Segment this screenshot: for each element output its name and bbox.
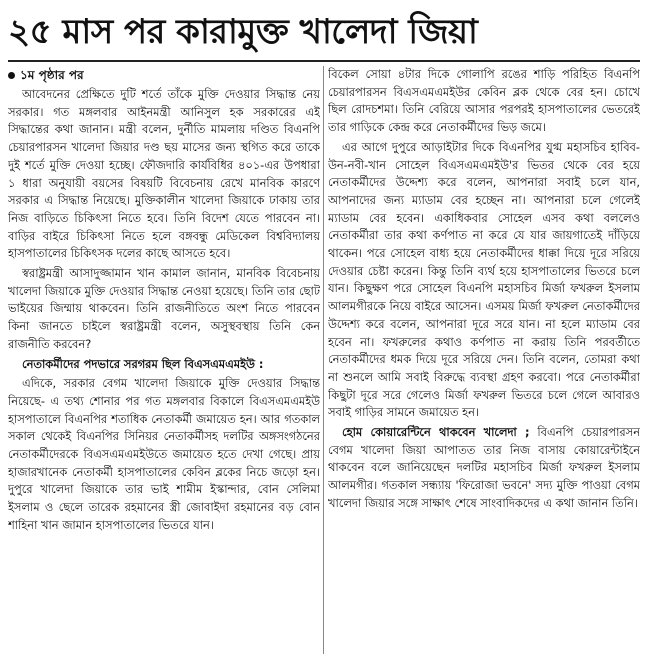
quarantine-paragraph — [328, 424, 640, 513]
continuation-text: ১ম পৃষ্ঠার পর — [20, 68, 84, 82]
column-divider — [323, 66, 324, 654]
paragraph: বিকেল সোয়া ৪টার দিকে গোলাপি রঙের শাড়ি পরিহিত বিএনপি চেয়ারপারসন বিএসএমএমইউর কেবিন ব্লক থেকে বের হন। চোখে ছিল রোদচশমা। তিনি বেরিয়ে আসার পরপরই হাসপাতালের ভেতরেই তার গাড়িকে কেন্দ্র করে নেতাকর্মীদের ভিড় জমে। — [328, 67, 640, 135]
right-column — [328, 66, 640, 654]
paragraph: এদিকে, সরকার বেগম খালেদা জিয়াকে মুক্তি দেওয়ার সিদ্ধান্ত নিয়েছে- এ তথ্য শোনার পর গত মঙ্গলবার বিকালে বিএসএমএমইউ হাসপাতালে বিএনপির শতাধিক নেতাকর্মী জমায়েত হন। আর গতকাল সকাল থেকেই বিএনপির সিনিয়র নেতাকর্মীসহ দলটির অঙ্গসংগঠনের নেতাকর্মীদেরকে বিএসএমএমইউতে জমায়েত হতে দেখা গেছে। প্রায় হাজারখানেক নেতাকর্মী হাসপাতালের কেবিন ব্লকের নিচে জড়ো হন। দুপুরে খালেদা জিয়াকে তার ভাই শামীম ইস্কান্দার, বোন সেলিমা ইসলাম ও ছেলে তারেক রহমানের স্ত্রী জোবাইদা রহমানের বড় বোন শাহিনা খান জামান হাসপাতালের ভিতরে যান। — [8, 376, 320, 532]
paragraph: স্বরাষ্ট্রমন্ত্রী আসাদুজ্জামান খান কামাল জানান, মানবিক বিবেচনায় খালেদা জিয়াকে মুক্তি দেওয়ার সিদ্ধান্ত নেওয়া হয়েছে। তিনি তার ছোট ভাইয়ের জিম্মায় থাকবেন। তিনি রাজনীতিতে অংশ নিতে পারবেন কিনা জানতে চাইলে স্বরাষ্ট্রমন্ত্রী বলেন, অসুস্থবস্থায় তিনি কেন রাজনীতি করবেন? — [8, 266, 320, 351]
continuation-label — [8, 66, 320, 84]
headline: ২৫ মাস পর কারামুক্ত খালেদা জিয়া — [8, 12, 478, 52]
headline-rule — [8, 60, 640, 62]
left-column — [8, 66, 320, 654]
quarantine-text: বিএনপি চেয়ারপারসন বেগম খালেদা জিয়া আপাতত তার নিজ বাসায় কোয়ারেন্টাইনে থাকবেন বলে জানিয়েছেন দলটির মহাসচিব মির্জা ফখরুল ইসলাম আলমগীর। গতকাল সন্ধ্যায় 'ফিরোজা ভবনে' সদ্য মুক্তি পাওয়া বেগম খালেদা জিয়ার সঙ্গে সাক্ষাৎ শেষে সাংবাদিকদের এ কথা জানান তিনি। — [328, 425, 640, 510]
subheading: নেতাকর্মীদের পদভারে সরগরম ছিল বিএসএমএমইউ : — [22, 356, 264, 371]
bullet-icon — [8, 72, 15, 79]
paragraph: এর আগে দুপুরে আড়াইটার দিকে বিএনপির যুগ্ম মহাসচিব হাবিব-উন-নবী-খান সোহেল বিএসএমএমইউ'র ভিতর থেকে বের হয়ে নেতাকর্মীদের উদ্দেশ্য করে বলেন, আপনারা সবাই চলে যান, আপনাদের জন্য ম্যাডাম বের হচ্ছেন না। আপনারা চলে গেলেই ম্যাডাম বের হবেন। একাধিকবার সোহেল এসব কথা বললেও নেতাকর্মীরা তার কথা কর্ণপাত না করে যে যার জায়গাতেই দাঁড়িয়ে থাকেন। পরে সোহেল বাধ্য হয়ে নেতাকর্মীদের ধাক্কা দিয়ে দূরে সরিয়ে দেওয়ার চেষ্টা করেন। কিন্তু তিনি ব্যর্থ হয়ে হাসপাতালের ভিতরে চলে যান। কিছুক্ষণ পরে সোহেল বিএনপি মহাসচিব মির্জা ফখরুল ইসলাম আলমগীরকে নিয়ে বাইরে আসেন। এসময় মির্জা ফখরুল নেতাকর্মীদের উদ্দেশ্য করে বলেন, আপনারা দূরে সরে যান। না হলে ম্যাডাম বের হবেন না। ফখরুলের কথাও কর্ণপাত না করায় তিনি পরবর্তীতে নেতাকর্মীদের ধমক দিয়ে দূরে সরিয়ে দেন। তিনি বলেন, তোমরা কথা না শুনলে আমি সবাই বিরুদ্ধে ব্যবস্থা গ্রহণ করবো। পরে নেতাকর্মীরা কিছুটা দূরে সরে গেলেও মির্জা ফখরুল ভিতরে চলে গেলে আবারও সবাই গাড়ির সামনে জমায়েত হন। — [328, 139, 640, 420]
subheading: হোম কোয়ারেন্টিনে থাকবেন খালেদা ; — [342, 425, 530, 440]
paragraph: আবেদনের প্রেক্ষিতে দুটি শর্তে তাঁকে মুক্তি দেওয়ার সিদ্ধান্ত নেয় সরকার। গত মঙ্গলবার আইনমন্ত্রী আনিসুল হক সরকারের এই সিদ্ধান্তের কথা জানান। মন্ত্রী বলেন, দুর্নীতি মামলায় দণ্ডিত বিএনপি চেয়ারপারসন খালেদা জিয়ার দণ্ড ছয় মাসের জন্য স্থগিত করে তাকে দুই শর্তে মুক্তি দেওয়া হচ্ছে। ফৌজদারি কার্যবিধির ৪০১-এর উপধারা ১ ধারা অনুযায়ী বয়সের বিষয়টি বিবেচনায় রেখে মানবিক কারণে সরকার এ সিদ্ধান্ত নিয়েছে। মুক্তিকালীন খালেদা জিয়াকে ঢাকায় তার নিজ বাড়িতে চিকিৎসা নিতে হবে। তিনি বিদেশ যেতে পারবেন না। বাড়ির বাইরে চিকিৎসা নিতে হলে বঙ্গবন্ধু মেডিকেল বিশ্ববিদ্যালয় হাসপাতালের চিকিৎসক দলের কাছে আসতে হবে। — [8, 87, 320, 261]
